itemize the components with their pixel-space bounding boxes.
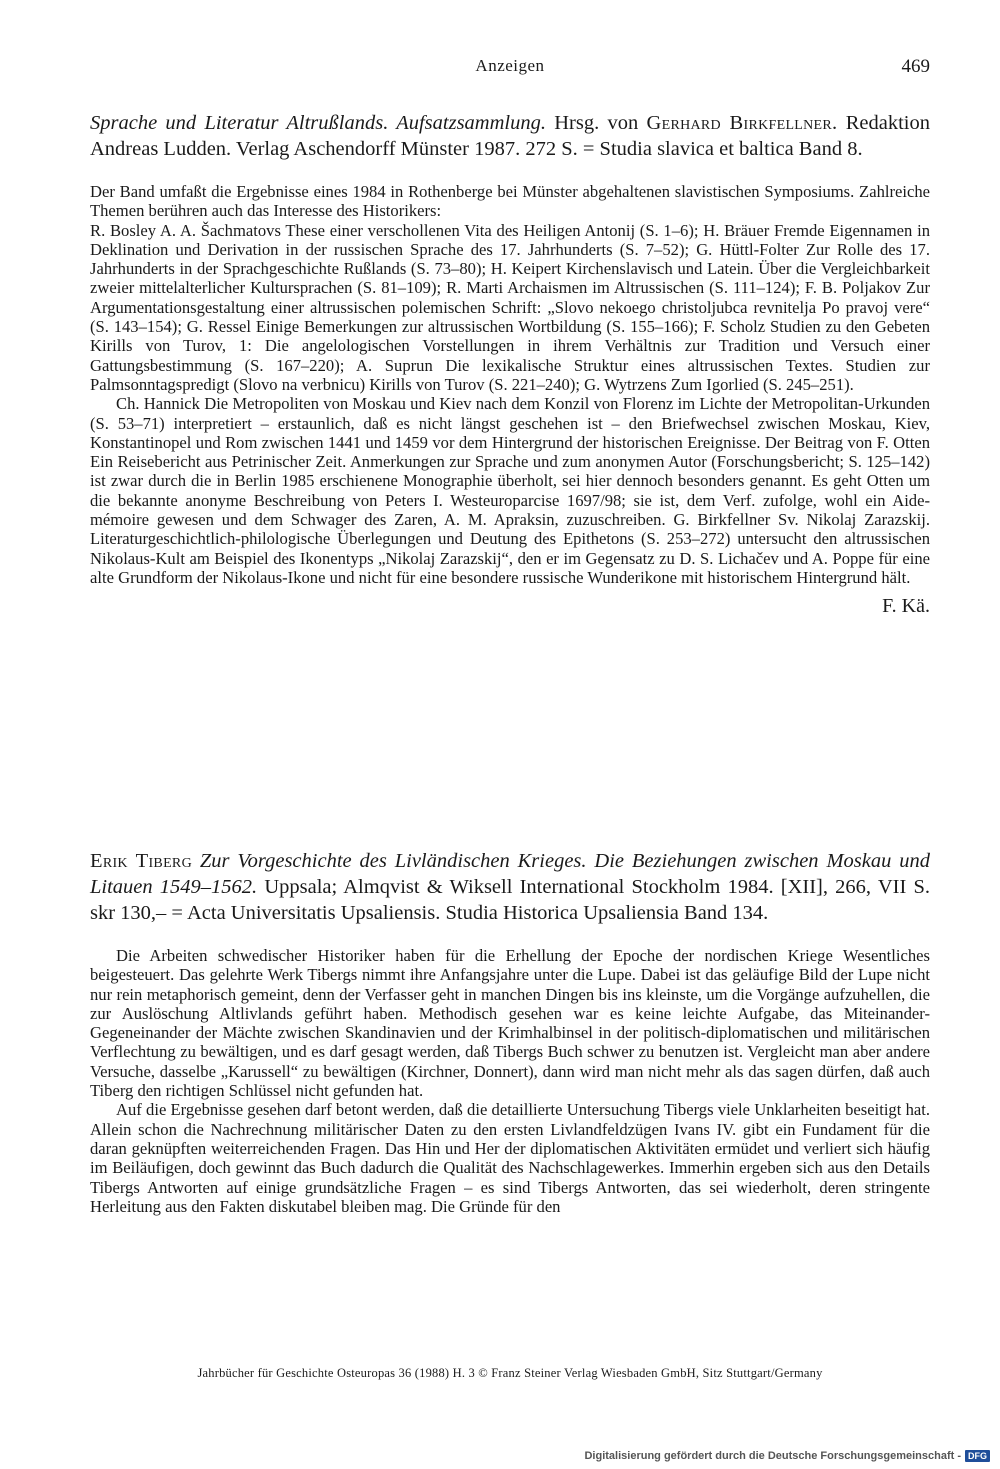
paragraph: Ch. Hannick Die Metropoliten von Moskau und Kiev nach dem Konzil von Florenz im Lichte der Metropolitan-Urkunden (S. 53–71) interpretiert – erstaunlich, daß es nicht längst geschehen ist – den Briefwechsel zwischen Moskau, Kiev, Konstantinopel und Rom zwischen 1441 und 1459 vor dem Hintergrund der historischen Ereignisse. Der Beitrag von F. Otten Ein Reisebericht aus Petrinischer Zeit. Anmerkungen zur Sprache und zum anonymen Autor (Forschungsbericht; S. 125–142) ist zwar durch die in Berlin 1985 erschienene Monographie überholt, sei hier dennoch besonders genannt. Es geht Otten um die bekannte anonyme Beschreibung von Peters I. Westeuroparcise 1697/98; sie ist, dem Verf. zufolge, wohl ein Aide-mémoire gewesen und dem Schwager des Zaren, A. M. Apraksin, zuzuschreiben. G. Birkfellner Sv. Nikolaj Zarazskij. Literaturgeschichtlich-philologische Überlegungen und Deutung des Epithetons (S. 253–272) untersucht den altrussischen Nikolaus-Kult am Beispiel des Ikonentyps „Nikolaj Zarazskij“, den er im Gegensatz zu D. S. Lichačev und A. Poppe für eine alte Grundform der Nikolaus-Ikone und nicht für eine besondere russische Wunderikone mit historischem Hintergrund hält. — [90, 394, 930, 587]
review-heading — [90, 848, 930, 926]
paragraph-contributions: R. Bosley A. A. Šachmatovs These einer verschollenen Vita des Heiligen Antonij (S. 1–6); H. Bräuer Fremde Eigennamen in Deklination und Derivation in der russischen Sprache des 17. Jahrhunderts (S. 7–52); G. Hüttl-Folter Zur Rolle des 17. Jahrhunderts in der Sprachgeschichte Rußlands (S. 73–80); H. Keipert Kirchenslavisch und Latein. Über die Vergleichbarkeit zweier mittelalterlicher Kultursprachen (S. 81–109); R. Marti Archaismen im Altrussischen (S. 111–124); F. B. Poljakov Zur Argumentationsgestaltung einer altrussischen polemischen Schrift: „Slovo nekoego christoljubca revnitelja Po pravoj vere“ (S. 143–154); G. Ressel Einige Bemerkungen zur altrussischen Wortbildung (S. 155–166); F. Scholz Studien zu den Gebeten Kirills von Turov, 1: Die angelologischen Vorstellungen in ihrem Verhältnis zur Tradition und Versuch einer Gattungsbestimmung (S. 167–220); A. Suprun Die lexikalische Struktur eines altrussischen Textes. Studien zur Palmsonntagspredigt (Slovo na verbnicu) Kirills von Turov (S. 221–240); G. Wytrzens Zum Igorlied (S. 245–251). — [90, 220, 930, 394]
editor-name: Gerhard Birkfellner. — [646, 112, 838, 134]
reviewer-signature: F. Kä. — [882, 595, 930, 618]
publication-details: Redaktion Andreas Ludden. Verlag Aschendorff Münster 1987. 272 S. = Studia slavica et baltica Band 8. — [90, 112, 931, 160]
review-sprache-und-literatur — [90, 110, 930, 618]
digitization-notice — [584, 1450, 990, 1462]
review-body — [90, 946, 930, 1216]
paragraph: Auf die Ergebnisse gesehen darf betont werden, daß die detaillierte Untersuchung Tibergs viele Unklarheiten beseitigt hat. Allein schon die Nachrechnung militärischer Daten zu den ersten Livlandfeldzügen Ivans IV. gibt ein Fundament für die daran geknüpften weiterreichenden Fragen. Das Hin und Her der diplomatischen Aktivitäten ermüdet und verliert sich häufig im Beiläufigen, doch gewinnt das Buch dadurch die Qualität des Nachschlagewerkes. Immerhin ergeben sich aus den Details Tibergs Antworten auf einige grundsätzliche Fragen – es sind Tibergs Antworten, das sei wiederholt, deren stringente Herleitung aus den Fakten diskutabel bleiben mag. Die Gründe für den — [90, 1100, 930, 1216]
review-heading — [90, 110, 930, 162]
publication-details: Uppsala; Almqvist & Wiksell International Stockholm 1984. [XII], 266, VII S. skr 130,– = Acta Universitatis Upsaliensis. Studia Historica Upsaliensia Band 134. — [90, 876, 930, 924]
dfg-logo: DFG — [965, 1450, 990, 1462]
review-tiberg — [90, 848, 930, 1216]
author-name: Erik Tiberg — [90, 850, 192, 872]
editor-prefix: Hrsg. von — [545, 112, 647, 134]
book-title: Zur Vorgeschichte des Livländischen Krieges. Die Beziehungen zwischen Moskau und Litauen 1549–1562. — [90, 850, 930, 898]
journal-citation-footer: Jahrbücher für Geschichte Osteuropas 36 (1988) H. 3 © Franz Steiner Verlag Wiesbaden GmbH, Sitz Stuttgart/Germany — [197, 1366, 823, 1380]
paragraph: Der Band umfaßt die Ergebnisse eines 1984 in Rothenberge bei Münster abgehaltenen slavistischen Symposiums. Zahlreiche Themen berühren auch das Interesse des Historikers: — [90, 182, 930, 221]
running-head — [90, 56, 930, 82]
page-number: 469 — [901, 56, 930, 77]
review-body — [90, 182, 930, 587]
paragraph: Die Arbeiten schwedischer Historiker haben für die Erhellung der Epoche der nordischen Kriege Wesentliches beigesteuert. Das gelehrte Werk Tibergs nimmt ihre Anfangsjahre unter die Lupe. Dabei ist das geläufige Bild der Lupe nicht nur rein metaphorisch gemeint, denn der Verfasser geht in manchen Dingen bis ins kleinste, um die Vorgänge aufzuhellen, die zur Auslöschung Altlivlands geführt haben. Methodisch gesehen war es keine leichte Aufgabe, das Miteinander-Gegeneinander der Mächte zwischen Skandinavien und der Krimhalbinsel in der politisch-diplomatischen und militärischen Verflechtung zu bewältigen, und es darf gesagt werden, daß Tibergs Buch schwer zu benutzen ist. Vergleicht man aber andere Versuche, dasselbe „Karussell“ zu bewältigen (Kirchner, Donnert), dann wird man nicht mehr als das sagen dürfen, daß auch Tiberg den richtigen Schlüssel nicht gefunden hat. — [90, 946, 930, 1101]
book-title: Sprache und Literatur Altrußlands. Aufsatzsammlung. — [90, 112, 546, 134]
digitization-text: Digitalisierung gefördert durch die Deutsche Forschungsgemeinschaft - — [584, 1450, 961, 1462]
running-title: Anzeigen — [475, 56, 545, 75]
